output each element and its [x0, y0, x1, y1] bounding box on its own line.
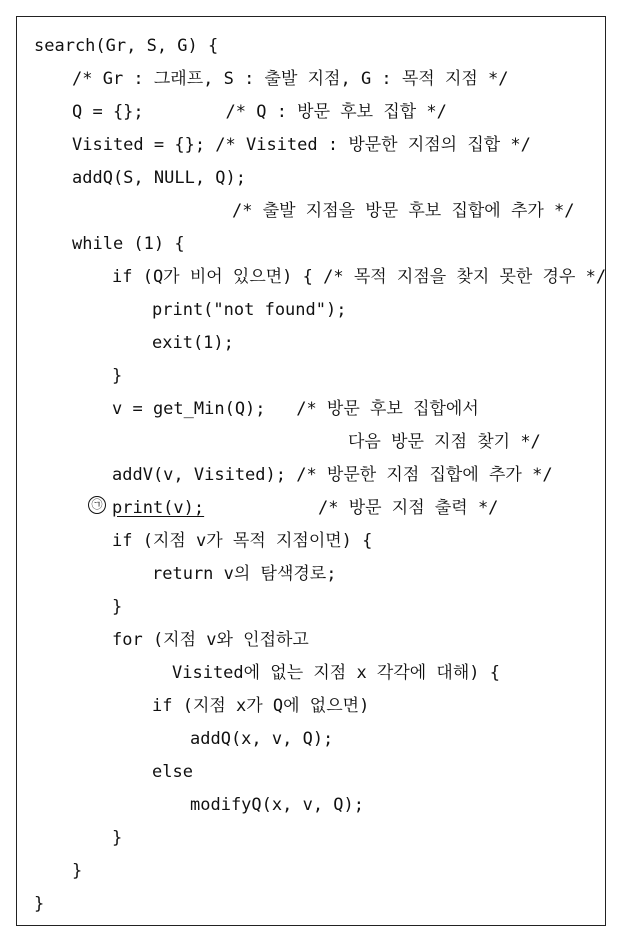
- code-line-10: exit(1);: [152, 333, 234, 353]
- code-line-25: }: [112, 828, 123, 848]
- code-line-8: if (Q가 비어 있으면) { /* 목적 지점을 찾지 못한 경우 */: [112, 267, 607, 287]
- code-line-15-comment: /* 방문 지점 출력 */: [318, 498, 499, 518]
- code-line-13: 다음 방문 지점 찾기 */: [348, 432, 541, 452]
- code-line-6: /* 출발 지점을 방문 후보 집합에 추가 */: [232, 201, 575, 221]
- code-line-1: search(Gr, S, G) {: [34, 36, 219, 56]
- code-line-14: addV(v, Visited); /* 방문한 지점 집합에 추가 */: [112, 465, 553, 485]
- code-line-3: Q = {}; /* Q : 방문 후보 집합 */: [72, 102, 447, 122]
- code-line-22: addQ(x, v, Q);: [190, 729, 334, 749]
- code-line-15-underlined: print(v);: [112, 498, 205, 518]
- code-line-5: addQ(S, NULL, Q);: [72, 168, 246, 188]
- code-line-7: while (1) {: [72, 234, 185, 254]
- code-line-21: if (지점 x가 Q에 없으면): [152, 696, 370, 716]
- code-line-24: modifyQ(x, v, Q);: [190, 795, 364, 815]
- code-line-17: return v의 탐색경로;: [152, 564, 337, 584]
- code-line-23: else: [152, 762, 193, 782]
- circled-marker-label: ㉠: [88, 496, 106, 514]
- code-line-20: Visited에 없는 지점 x 각각에 대해) {: [172, 663, 500, 683]
- code-line-11: }: [112, 366, 123, 386]
- code-line-27: }: [34, 894, 45, 914]
- code-line-2: /* Gr : 그래프, S : 출발 지점, G : 목적 지점 */: [72, 69, 509, 89]
- code-line-26: }: [72, 861, 83, 881]
- code-line-9: print("not found");: [152, 300, 347, 320]
- code-line-12: v = get_Min(Q); /* 방문 후보 집합에서: [112, 399, 479, 419]
- code-line-4: Visited = {}; /* Visited : 방문한 지점의 집합 */: [72, 135, 531, 155]
- code-line-18: }: [112, 597, 123, 617]
- code-line-16: if (지점 v가 목적 지점이면) {: [112, 531, 373, 551]
- code-line-19: for (지점 v와 인접하고: [112, 630, 309, 650]
